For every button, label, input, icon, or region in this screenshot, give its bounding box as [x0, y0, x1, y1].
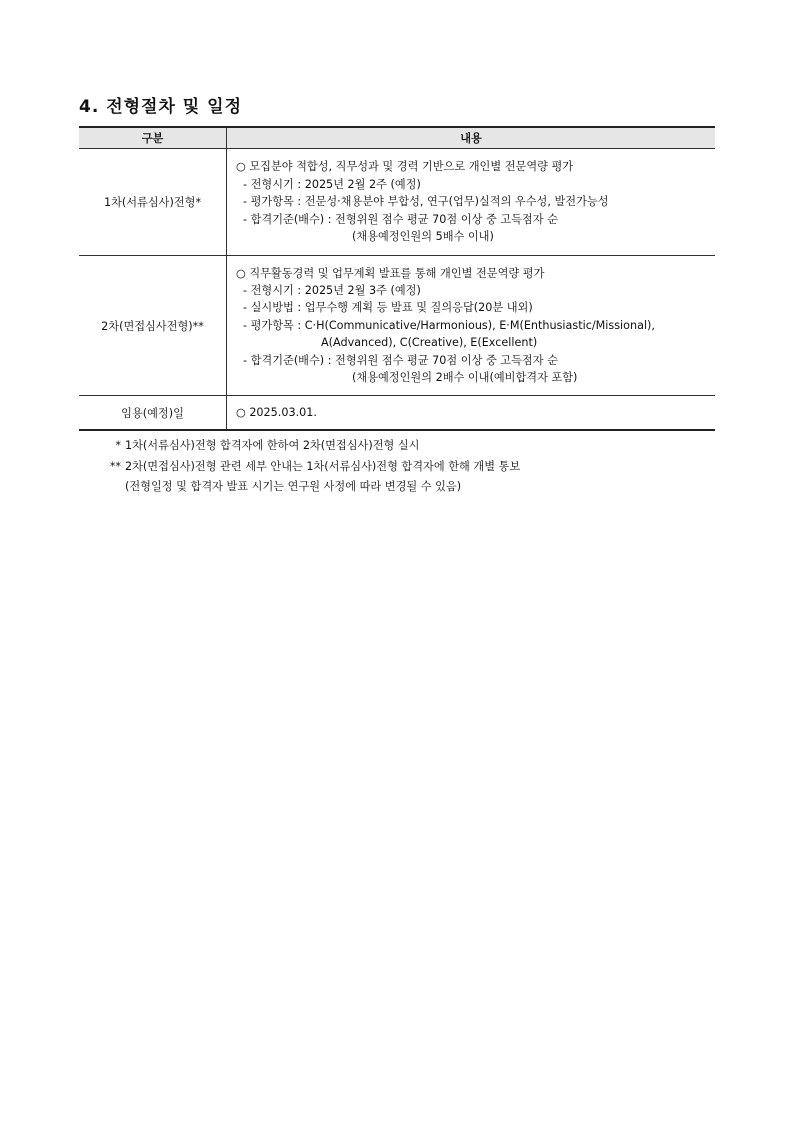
footnote-1 — [100, 436, 520, 457]
footnote-2 — [100, 457, 520, 478]
selection-schedule-table — [79, 126, 715, 431]
list-item: - 전형시기 : 2025년 2월 2주 (예정) — [243, 177, 421, 191]
row-label-stage1: 1차(서류심사)전형* — [79, 149, 227, 256]
list-item: (채용예정인원의 2배수 이내(예비합격자 포함) — [352, 371, 578, 385]
row-label-stage2: 2차(면접심사전형)** — [79, 256, 227, 396]
list-item: - 평가항목 : 전문성·채용분야 부합성, 연구(업무)실적의 우수성, 발전가능성 — [243, 195, 609, 209]
section-title: 4. 전형절차 및 일정 — [79, 97, 242, 117]
list-item: - 평가항목 : C·H(Communicative/Harmonious), E·M(Enthusiastic/Missional), — [243, 318, 655, 332]
table-header-row — [79, 127, 715, 149]
footnote-2-sub — [100, 477, 520, 498]
header-content: 내용 — [227, 127, 716, 149]
row-content-stage1 — [227, 149, 716, 256]
list-item: - 전형시기 : 2025년 2월 3주 (예정) — [243, 283, 421, 297]
footnote-mark: * — [115, 439, 121, 452]
list-item: ○ 모집분야 적합성, 직무성과 및 경력 기반으로 개인별 전문역량 평가 — [236, 160, 574, 174]
list-item: - 합격기준(배수) : 전형위원 점수 평균 70점 이상 중 고득점자 순 — [243, 212, 558, 226]
table-row — [79, 256, 715, 396]
list-item: (채용예정인원의 5배수 이내) — [352, 230, 494, 244]
footnote-text: 2차(면접심사)전형 관련 세부 안내는 1차(서류심사)전형 합격자에 한해 개별 통보 — [125, 459, 521, 473]
footnote-subtext: (전형일정 및 합격자 발표 시기는 연구원 사정에 따라 변경될 수 있음) — [125, 480, 462, 493]
table-row — [79, 396, 715, 431]
list-item: A(Advanced), C(Creative), E(Excellent) — [321, 336, 538, 350]
list-item: ○ 2025.03.01. — [236, 406, 317, 419]
table-row — [79, 149, 715, 256]
list-item: - 합격기준(배수) : 전형위원 점수 평균 70점 이상 중 고득점자 순 — [243, 353, 558, 367]
footnote-mark: ** — [109, 459, 121, 473]
footnotes — [100, 436, 520, 498]
list-item: - 실시방법 : 업무수행 계획 등 발표 및 질의응답(20분 내외) — [243, 301, 533, 315]
row-content-stage2 — [227, 256, 716, 396]
row-label-appointment: 임용(예정)일 — [79, 396, 227, 431]
row-content-appointment — [227, 396, 716, 431]
list-item: ○ 직무활동경력 및 업무계획 발표를 통해 개인별 전문역량 평가 — [236, 266, 545, 280]
footnote-text: 1차(서류심사)전형 합격자에 한하여 2차(면접심사)전형 실시 — [125, 439, 420, 452]
header-category: 구분 — [79, 127, 227, 149]
